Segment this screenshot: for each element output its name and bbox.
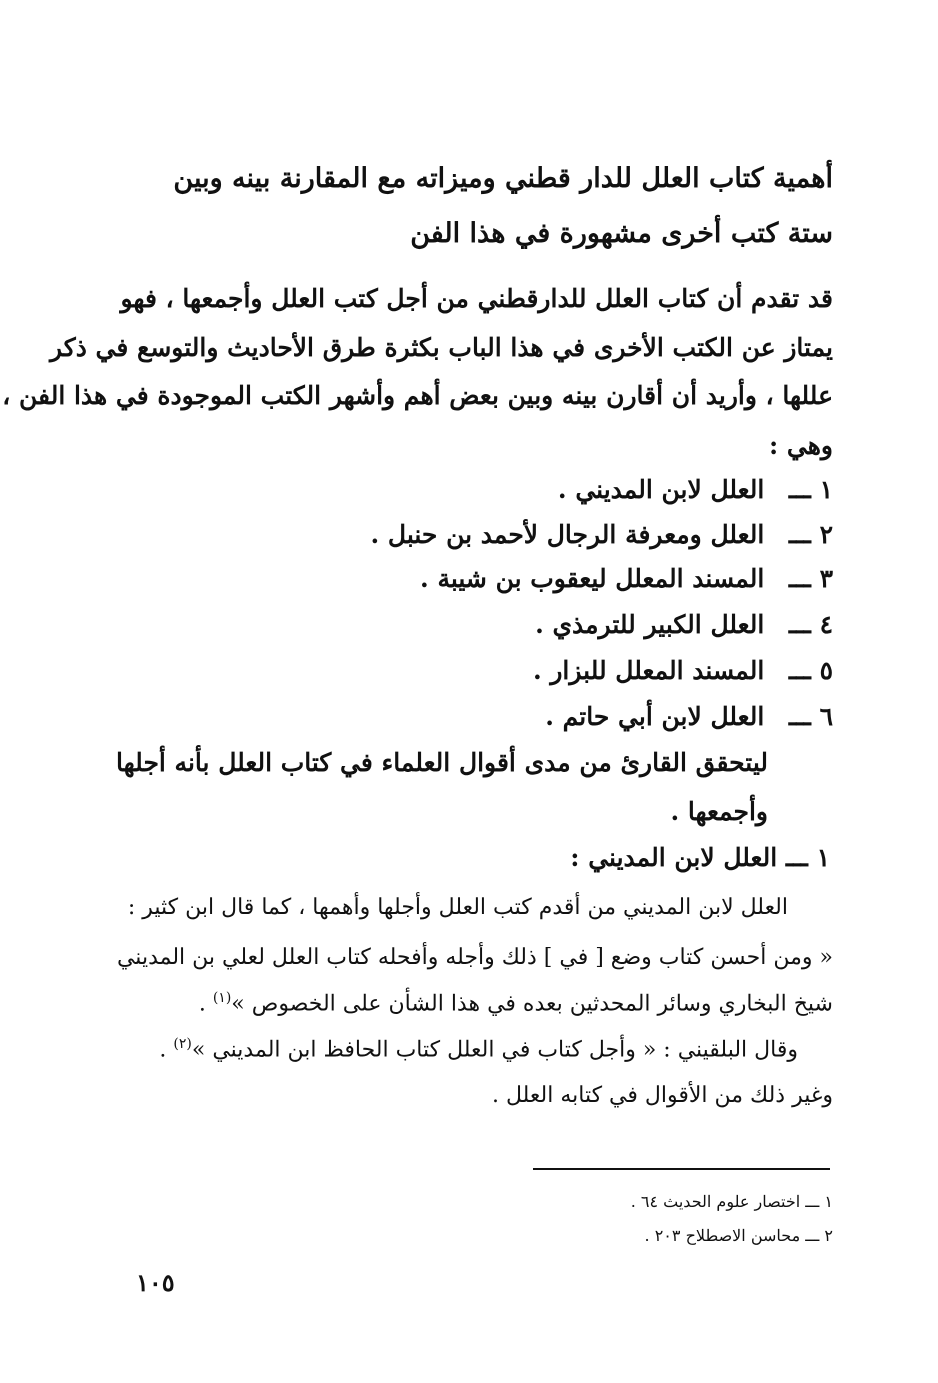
list-item: [558, 475, 833, 504]
list-item-text: المسند المعلل للبزار .: [532, 656, 765, 685]
subsection-title: ١ ـــ العلل لابن المديني :: [570, 843, 830, 872]
list-item-number: ٦ ـــ: [788, 702, 833, 731]
page-number: ١٠٥: [136, 1268, 175, 1297]
list-item-number: ١ ـــ: [788, 475, 833, 504]
list-item-number: ٣ ـــ: [788, 564, 833, 593]
list-item-text: المسند المعلل ليعقوب بن شيبة .: [420, 564, 765, 593]
list-item: [420, 564, 833, 593]
body-line-1: العلل لابن المديني من أقدم كتب العلل وأجلها وأهمها ، كما قال ابن كثير :: [127, 895, 788, 920]
body-line-4: [159, 1036, 798, 1062]
body-line-3: [199, 990, 833, 1016]
list-item-text: العلل لابن أبي حاتم .: [545, 702, 765, 731]
footnote-1: ١ ـــ اختصار علوم الحديث ٦٤ .: [630, 1192, 833, 1211]
intro-line-3: عللها ، وأريد أن أقارن بينه وبين بعض أهم وأشهر الكتب الموجودة في هذا الفن ،: [2, 381, 833, 410]
list-item-text: العلل ومعرفة الرجال لأحمد بن حنبل .: [370, 520, 765, 549]
list-item: [535, 610, 833, 639]
body-line-3-text: شيخ البخاري وسائر المحدثين بعده في هذا الشأن على الخصوص »: [231, 991, 833, 1017]
body-line-2: « ومن أحسن كتاب وضع [ في ] ذلك وأجله وأفحله كتاب العلل لعلي بن المديني: [116, 945, 833, 970]
list-item: [545, 702, 833, 731]
body-line-5: وغير ذلك من الأقوال في كتابه العلل .: [491, 1083, 833, 1108]
purpose-line-1: ليتحقق القارئ من مدى أقوال العلماء في كتاب العلل بأنه أجلها: [116, 748, 768, 777]
footnote-ref-2: (٢): [173, 1036, 192, 1052]
list-item-text: العلل الكبير للترمذي .: [535, 610, 765, 639]
intro-line-1: قد تقدم أن كتاب العلل للدارقطني من أجل كتب العلل وأجمعها ، فهو: [120, 284, 833, 313]
footnote-2: ٢ ـــ محاسن الاصطلاح ٢٠٣ .: [644, 1226, 833, 1245]
list-item-text: العلل لابن المديني .: [557, 475, 765, 504]
list-item-number: ٥ ـــ: [788, 656, 833, 685]
footnote-divider: [533, 1168, 830, 1170]
intro-line-2: يمتاز عن الكتب الأخرى في هذا الباب بكثرة طرق الأحاديث والتوسع في ذكر: [50, 333, 833, 362]
purpose-line-2: وأجمعها .: [670, 797, 768, 826]
body-line-3-end: .: [198, 991, 213, 1017]
list-item: [371, 520, 834, 549]
body-line-4-text: وقال البلقيني : « وأجل كتاب في العلل كتاب الحافظ ابن المديني »: [191, 1037, 798, 1063]
footnote-ref-1: (١): [212, 990, 232, 1006]
list-item-number: ٢ ـــ: [788, 520, 833, 549]
list-item-number: ٤ ـــ: [788, 610, 833, 639]
body-line-4-end: .: [159, 1037, 174, 1063]
section-heading-line-1: أهمية كتاب العلل للدار قطني وميزاته مع المقارنة بينه وبين: [173, 163, 833, 194]
section-heading-line-2: ستة كتب أخرى مشهورة في هذا الفن: [410, 218, 833, 249]
list-item: [533, 656, 833, 685]
intro-line-4: وهي :: [768, 431, 833, 460]
